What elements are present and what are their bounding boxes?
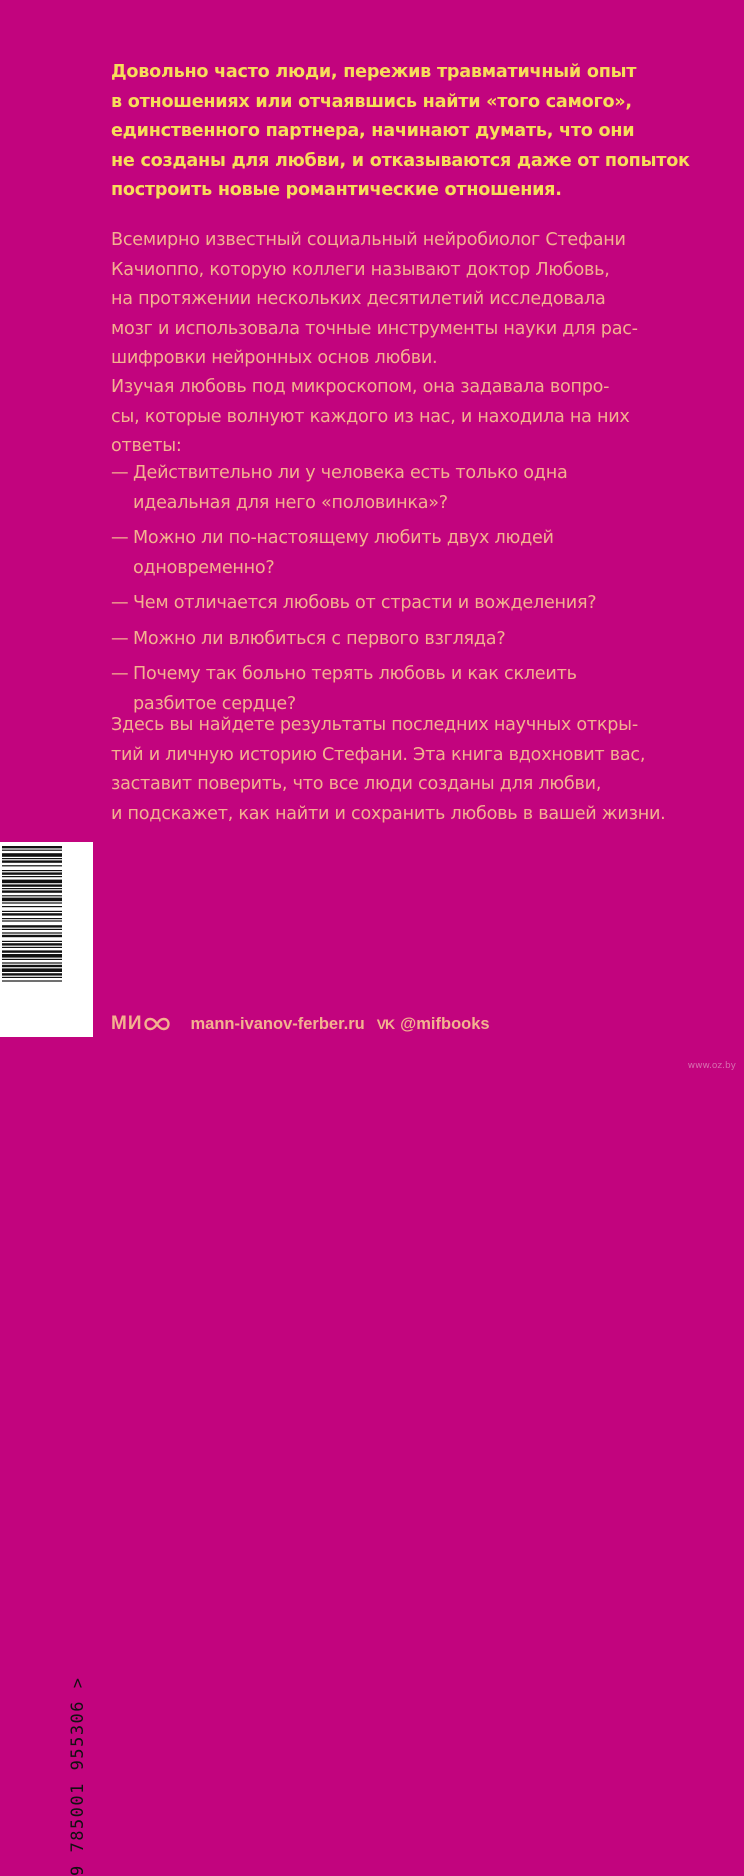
barcode-bar	[2, 906, 62, 907]
paragraph-line: сы, которые волнуют каждого из нас, и находила на них	[111, 406, 630, 427]
barcode-bar	[2, 959, 62, 960]
paragraph-line: шифровки нейронных основ любви.	[111, 348, 438, 368]
barcode-bar	[2, 895, 62, 896]
question-line: Можно ли влюбиться с первого взгляда?	[133, 628, 506, 649]
lead-line: Довольно часто люди, пережив травматичный опыт	[111, 62, 637, 82]
paragraph-line: на протяжении нескольких десятилетий исследовала	[111, 289, 606, 309]
question-item	[111, 625, 631, 655]
barcode-bar	[2, 898, 62, 902]
dash-marker: —	[111, 528, 129, 548]
barcode-bar	[2, 876, 62, 877]
description-paragraph-2	[111, 373, 631, 462]
lead-line: единственного партнера, начинают думать, что они	[111, 121, 635, 141]
barcode-bar	[2, 918, 62, 919]
barcode-bar	[2, 858, 62, 859]
barcode-bar	[2, 860, 62, 862]
barcode-bar	[2, 850, 62, 851]
question-line: одновременно?	[133, 557, 275, 578]
paragraph-line: мозг и использовала точные инструменты науки для рас-	[111, 318, 638, 339]
barcode-bar	[2, 911, 62, 912]
lead-line: в отношениях или отчаявшись найти «того самого»,	[111, 91, 632, 112]
barcode-bar	[2, 962, 62, 963]
description-paragraph-3	[111, 711, 666, 829]
vk-icon[interactable]: VK	[376, 1016, 395, 1032]
logo-text: МИ	[111, 1013, 143, 1034]
question-line: Почему так больно терять любовь и как склеить	[133, 664, 577, 684]
barcode-bar	[2, 925, 62, 927]
lead-line: построить новые романтические отношения.	[111, 180, 562, 200]
barcode-digits: 9 785001 955306 >	[68, 1676, 88, 1876]
question-line: Чем отличается любовь от страсти и вожделения?	[133, 593, 597, 613]
paragraph-line: тий и личную историю Стефани. Эта книга вдохновит вас,	[111, 744, 646, 765]
barcode-bar	[2, 941, 62, 942]
barcode-bar	[2, 929, 62, 930]
barcode-bar	[2, 980, 62, 981]
dash-marker: —	[111, 593, 129, 613]
barcode-bar	[2, 954, 62, 958]
barcode-bar	[2, 943, 62, 945]
barcode-bar	[2, 932, 62, 933]
website-link[interactable]: mann-ivanov-ferber.ru	[190, 1014, 365, 1033]
barcode-bar	[2, 965, 62, 967]
question-item	[111, 589, 631, 619]
watermark: www.oz.by	[687, 1061, 736, 1071]
barcode-bar	[2, 968, 62, 972]
paragraph-line: ответы:	[111, 436, 182, 456]
paragraph-line: Качиоппо, которую коллеги называют доктор Любовь,	[111, 259, 610, 280]
social-handle[interactable]: @mifbooks	[400, 1014, 490, 1033]
dash-marker: —	[111, 628, 129, 649]
barcode-bar	[2, 935, 62, 937]
barcode-bar	[2, 950, 62, 952]
barcode-bar	[2, 902, 62, 903]
paragraph-line: и подскажет, как найти и сохранить любовь в вашей жизни.	[111, 803, 666, 824]
paragraph-line: Здесь вы найдете результаты последних научных откры-	[111, 715, 638, 735]
question-line: идеальная для него «половинка»?	[133, 492, 448, 513]
barcode-bar	[2, 920, 62, 921]
barcode-bar	[2, 884, 62, 886]
question-line: разбитое сердце?	[133, 693, 296, 714]
barcode-bar	[2, 977, 62, 978]
barcode-bar	[2, 846, 62, 848]
barcode-bars	[2, 846, 62, 1033]
barcode-bar	[2, 947, 62, 948]
infinity-icon	[144, 1017, 170, 1031]
paragraph-line: заставит поверить, что все люди созданы для любви,	[111, 774, 602, 794]
publisher-footer	[111, 1010, 490, 1038]
question-item	[111, 459, 631, 518]
barcode-bar	[2, 888, 62, 889]
barcode-bar	[2, 870, 62, 871]
barcode-bar	[2, 973, 62, 975]
dash-marker: —	[111, 664, 129, 684]
question-line: Можно ли по-настоящему любить двух людей	[133, 528, 554, 548]
question-list	[111, 459, 631, 725]
question-line: Действительно ли у человека есть только одна	[133, 463, 568, 483]
barcode-bar	[2, 890, 62, 892]
publisher-logo	[111, 1013, 170, 1035]
barcode-bar	[2, 913, 62, 915]
barcode-bar	[2, 880, 62, 884]
lead-line: не созданы для любви, и отказываются даже от попыток	[111, 150, 690, 171]
barcode-bar	[2, 872, 62, 874]
question-item	[111, 524, 631, 583]
barcode-bar	[2, 865, 62, 866]
barcode-bar	[2, 853, 62, 857]
isbn-barcode	[0, 842, 93, 1876]
paragraph-line: Изучая любовь под микроскопом, она задавала вопро-	[111, 377, 610, 397]
description-paragraph-1	[111, 226, 638, 374]
dash-marker: —	[111, 463, 129, 483]
paragraph-line: Всемирно известный социальный нейробиолог Стефани	[111, 230, 626, 250]
lead-paragraph	[111, 58, 690, 206]
